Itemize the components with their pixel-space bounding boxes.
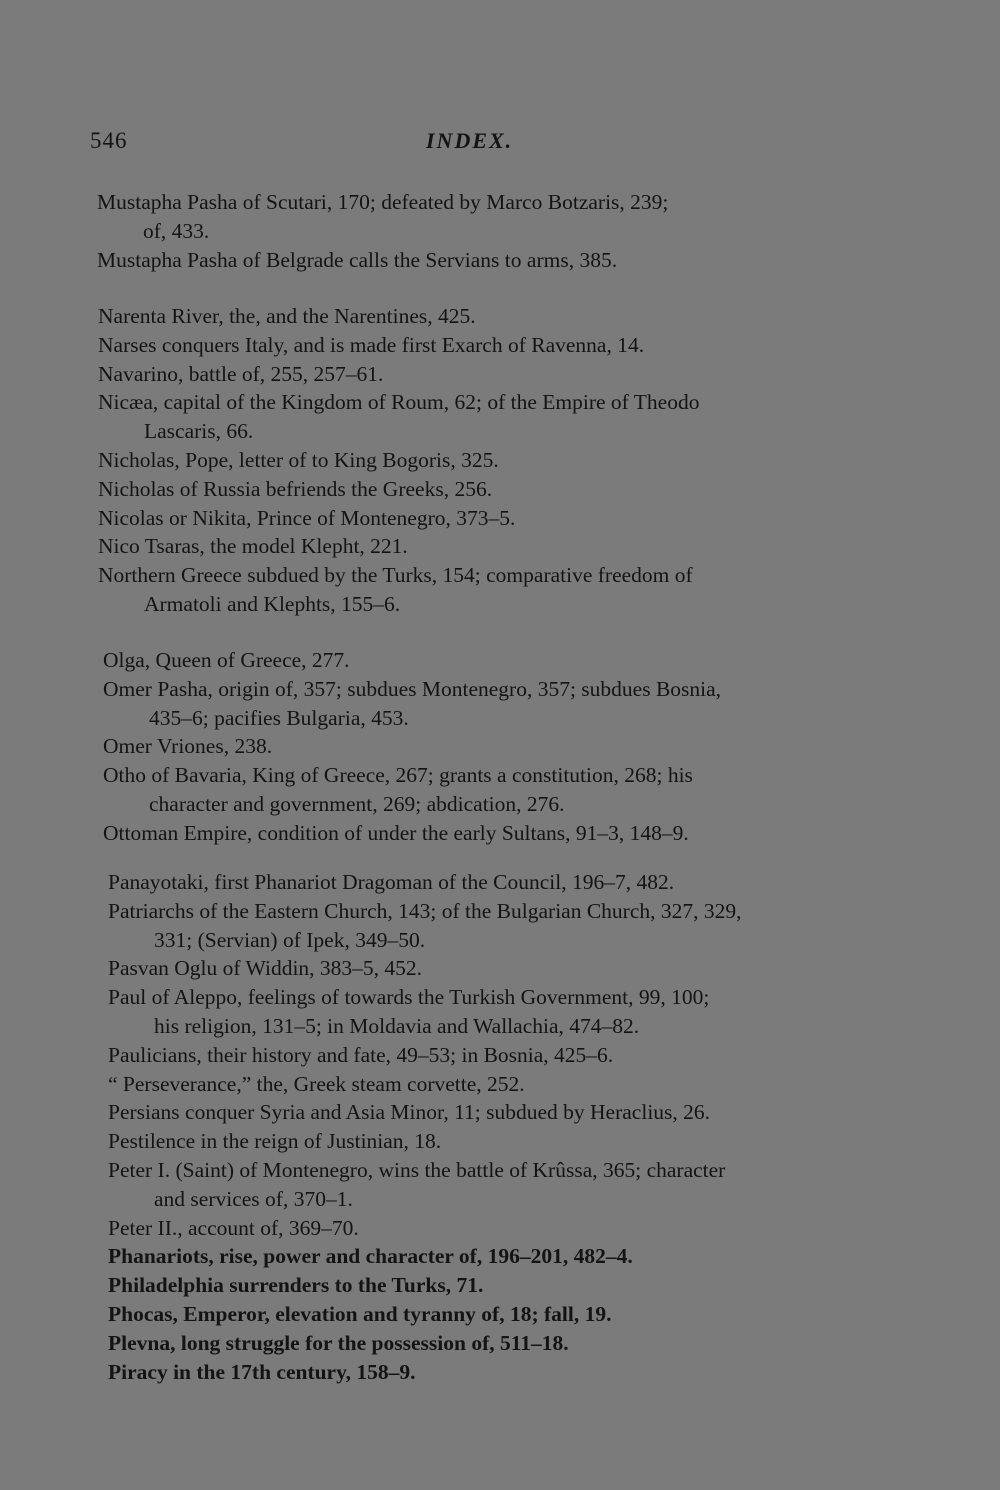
index-entry: [98, 532, 898, 561]
entry-text: Persians conquer Syria and Asia Minor, 11; subdued by Heraclius, 26.: [108, 1100, 711, 1125]
entry-continuation: Lascaris, 66.: [144, 419, 254, 444]
entry-text: Phanariots, rise, power and character of, 196–201, 482–4.: [108, 1244, 633, 1269]
index-entry: [103, 675, 903, 733]
entry-text: Peter I. (Saint) of Montenegro, wins the battle of Krûssa, 365; character: [108, 1157, 726, 1182]
index-entry: [108, 1041, 898, 1070]
entry-text: Ottoman Empire, condition of under the early Sultans, 91–3, 148–9.: [103, 820, 689, 845]
entry-text: Paulicians, their history and fate, 49–53; in Bosnia, 425–6.: [108, 1042, 614, 1067]
entry-text: Plevna, long struggle for the possession of, 511–18.: [108, 1330, 569, 1355]
entry-text: Nico Tsaras, the model Klepht, 221.: [98, 534, 408, 559]
index-entry: [98, 302, 898, 331]
index-entry: [98, 360, 898, 389]
index-entry: [108, 1214, 898, 1243]
index-group-p: [108, 868, 898, 1386]
index-entry: [108, 983, 898, 1041]
entry-continuation: and services of, 370–1.: [154, 1186, 353, 1211]
index-entry: [103, 646, 903, 675]
entry-text: Peter II., account of, 369–70.: [108, 1215, 359, 1240]
entry-continuation: 331; (Servian) of Ipek, 349–50.: [154, 927, 426, 952]
entry-text: Patriarchs of the Eastern Church, 143; of the Bulgarian Church, 327, 329,: [108, 898, 742, 923]
entry-text: Phocas, Emperor, elevation and tyranny of, 18; fall, 19.: [108, 1301, 612, 1326]
index-entry: [97, 246, 897, 275]
index-entry: [108, 1127, 898, 1156]
entry-continuation: his religion, 131–5; in Moldavia and Wallachia, 474–82.: [154, 1013, 640, 1038]
entry-text: Mustapha Pasha of Scutari, 170; defeated by Marco Botzaris, 239;: [97, 190, 669, 214]
index-entry: [103, 761, 903, 819]
entry-continuation: 435–6; pacifies Bulgaria, 453.: [149, 705, 409, 730]
index-entry: [108, 897, 898, 955]
index-entry: [103, 819, 903, 848]
index-group-n: [98, 302, 898, 619]
index-entry: [97, 188, 897, 246]
entry-text: Nicholas, Pope, letter of to King Bogoris, 325.: [98, 447, 499, 472]
entry-text: Narenta River, the, and the Narentines, 425.: [98, 304, 476, 328]
entry-text: Panayotaki, first Phanariot Dragoman of the Council, 196–7, 482.: [108, 870, 675, 894]
entry-text: Omer Pasha, origin of, 357; subdues Montenegro, 357; subdues Bosnia,: [103, 676, 722, 701]
entry-text: Piracy in the 17th century, 158–9.: [108, 1359, 416, 1384]
entry-text: Nicæa, capital of the Kingdom of Roum, 62; of the Empire of Theodo: [98, 390, 700, 415]
index-entry: [108, 1358, 898, 1387]
index-group-m: [97, 188, 897, 274]
entry-text: Northern Greece subdued by the Turks, 154; comparative freedom of: [98, 563, 693, 588]
index-entry: [108, 868, 898, 897]
entry-text: “ Perseverance,” the, Greek steam corvette, 252.: [108, 1071, 525, 1096]
index-entry: [108, 1070, 898, 1099]
index-entry: [108, 1242, 898, 1271]
entry-text: Mustapha Pasha of Belgrade calls the Servians to arms, 385.: [97, 247, 618, 272]
index-entry: [98, 388, 898, 446]
index-entry: [98, 475, 898, 504]
entry-text: Pestilence in the reign of Justinian, 18.: [108, 1129, 442, 1154]
index-entry: [98, 446, 898, 475]
index-entry: [98, 331, 898, 360]
index-entry: [108, 1329, 898, 1358]
entry-text: Pasvan Oglu of Widdin, 383–5, 452.: [108, 956, 423, 981]
entry-continuation: of, 433.: [143, 218, 210, 243]
entry-text: Olga, Queen of Greece, 277.: [103, 648, 350, 672]
entry-text: Nicholas of Russia befriends the Greeks, 256.: [98, 476, 493, 501]
index-entry: [108, 1300, 898, 1329]
index-entry: [108, 1098, 898, 1127]
page-number: 546: [90, 128, 128, 153]
entry-text: Otho of Bavaria, King of Greece, 267; grants a constitution, 268; his: [103, 763, 693, 788]
index-entry: [108, 1271, 898, 1300]
index-entry: [108, 954, 898, 983]
entry-continuation: character and government, 269; abdication, 276.: [149, 791, 565, 816]
entry-text: Omer Vriones, 238.: [103, 734, 273, 759]
index-group-o: [103, 646, 903, 848]
entry-text: Paul of Aleppo, feelings of towards the Turkish Government, 99, 100;: [108, 985, 710, 1010]
entry-continuation: Armatoli and Klephts, 155–6.: [144, 591, 401, 616]
page-header: [90, 128, 910, 164]
entry-text: Navarino, battle of, 255, 257–61.: [98, 361, 384, 386]
index-entry: [98, 561, 898, 619]
entry-text: Nicolas or Nikita, Prince of Montenegro, 373–5.: [98, 505, 516, 530]
entry-text: Narses conquers Italy, and is made first Exarch of Ravenna, 14.: [98, 332, 645, 357]
running-title: INDEX.: [426, 128, 514, 153]
entry-text: Philadelphia surrenders to the Turks, 71.: [108, 1273, 484, 1298]
index-entry: [108, 1156, 898, 1214]
index-entry: [98, 504, 898, 533]
index-entry: [103, 732, 903, 761]
